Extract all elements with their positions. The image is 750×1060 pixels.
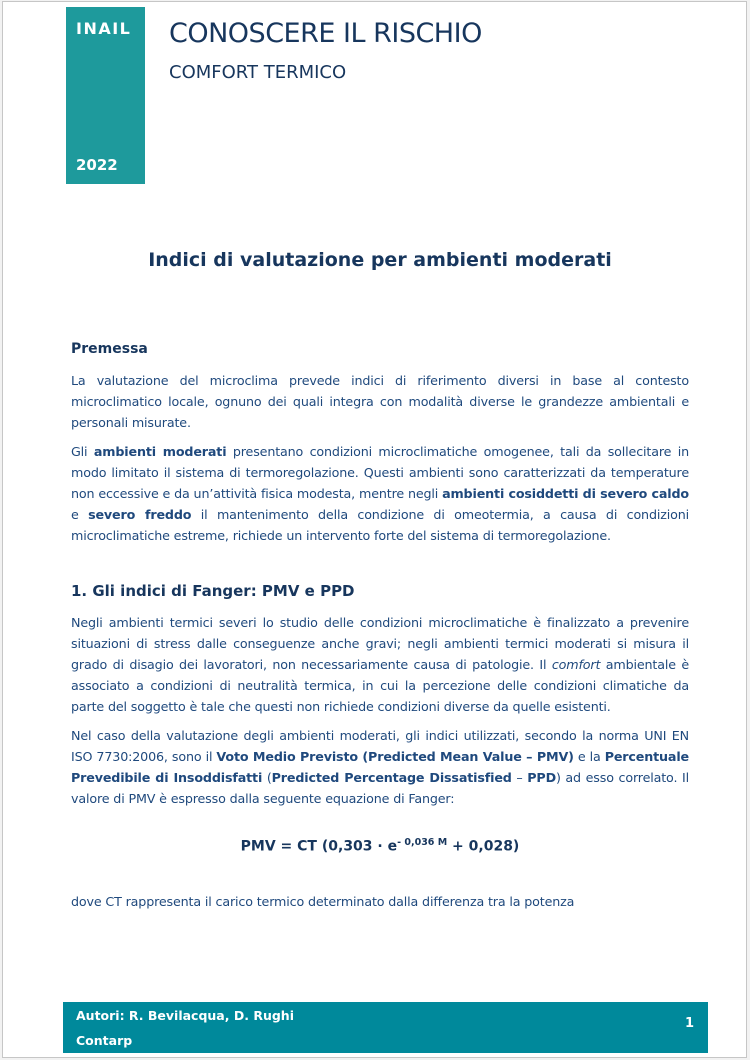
paragraph-premessa-2 — [71, 441, 689, 546]
inail-logo: INAIL — [76, 19, 132, 38]
text-segment: severo freddo — [88, 507, 192, 522]
text-segment: ambienti moderati — [93, 444, 227, 459]
formula-exponent: - 0,036 M — [397, 837, 448, 848]
text-segment: – — [511, 770, 528, 785]
series-title: CONOSCERE IL RISCHIO — [169, 18, 482, 49]
text-segment: Nel caso della valutazione degli ambienti moderati, gli indici utilizzati, secondo la norma UNI EN ISO 7730:2006, sono il — [71, 728, 689, 764]
footer-authors: Autori: R. Bevilacqua, D. Rughi — [76, 1007, 294, 1023]
inail-brand-box — [66, 7, 145, 184]
text-segment: Voto Medio Previsto (Predicted Mean Value – PMV) — [216, 749, 574, 764]
text-segment: Gli — [71, 444, 94, 459]
text-segment: Negli ambienti termici severi lo studio delle condizioni microclimatiche è finalizzato a prevenire situazioni di stress dalle conseguenze anche gravi; negli ambienti termici moderati si misura il grado di disagio dei lavoratori, non necessariamente causa di patologie. Il — [71, 615, 689, 672]
premessa-heading: Premessa — [71, 341, 148, 357]
text-segment: Percentuale Prevedibile di Insoddisfatti — [71, 749, 689, 785]
text-segment: il mantenimento della condizione di omeotermia, a causa di condizioni microclimatiche estreme, richiede un intervento forte del sistema di termoregolazione. — [71, 507, 689, 543]
footer-department: Contarp — [76, 1032, 133, 1048]
text-segment: La valutazione del microclima prevede indici di riferimento diversi in base al contesto microclimatico locale, ognuno dei quali integra con modalità diverse le grandezze ambientali e personali misurate. — [71, 373, 689, 430]
formula-rhs: + 0,028) — [447, 838, 520, 855]
text-segment: e — [71, 507, 89, 522]
page-footer — [63, 1002, 708, 1053]
document-page — [2, 1, 747, 1058]
text-segment: ( — [262, 770, 272, 785]
paragraph-section1-2 — [71, 725, 689, 809]
section-1-heading: 1. Gli indici di Fanger: PMV e PPD — [71, 582, 355, 600]
paragraph-premessa-1 — [71, 370, 689, 433]
text-segment: Predicted Percentage Dissatisfied — [271, 770, 512, 785]
text-segment: presentano condizioni microclimatiche omogenee, tali da sollecitare in modo limitato il sistema di termoregolazione. Questi ambienti sono caratterizzati da temperature non eccessive e da un’attività fisica modesta, mentre negli — [71, 444, 689, 501]
paragraph-section1-1 — [71, 612, 689, 717]
document-title: Indici di valutazione per ambienti moderati — [148, 249, 612, 271]
paragraph-section1-3 — [71, 891, 689, 912]
text-segment: ) ad esso correlato. Il valore di PMV è espresso dalla seguente equazione di Fanger: — [71, 770, 689, 806]
document-body — [71, 247, 689, 995]
page-number: 1 — [684, 1016, 694, 1031]
text-segment: comfort — [551, 657, 601, 672]
text-segment: ambientale è associato a condizioni di neutralità termica, in cui la percezione delle condizioni climatiche da parte del soggetto è tale che questi non richiede condizioni diverse da quelle esistenti. — [71, 657, 689, 714]
text-segment: dove CT rappresenta il carico termico determinato dalla differenza tra la potenza — [71, 893, 575, 909]
text-segment: e la — [573, 749, 605, 764]
series-header — [169, 18, 482, 83]
footer-text-block — [63, 1008, 294, 1048]
formula-lhs: PMV = CT (0,303 · e — [240, 838, 398, 855]
text-segment: PPD — [527, 770, 556, 785]
publication-year: 2022 — [76, 156, 118, 174]
pmv-fanger-formula — [71, 837, 689, 855]
text-segment: ambienti cosiddetti di severo caldo — [442, 486, 689, 501]
series-subtitle: COMFORT TERMICO — [169, 62, 347, 83]
